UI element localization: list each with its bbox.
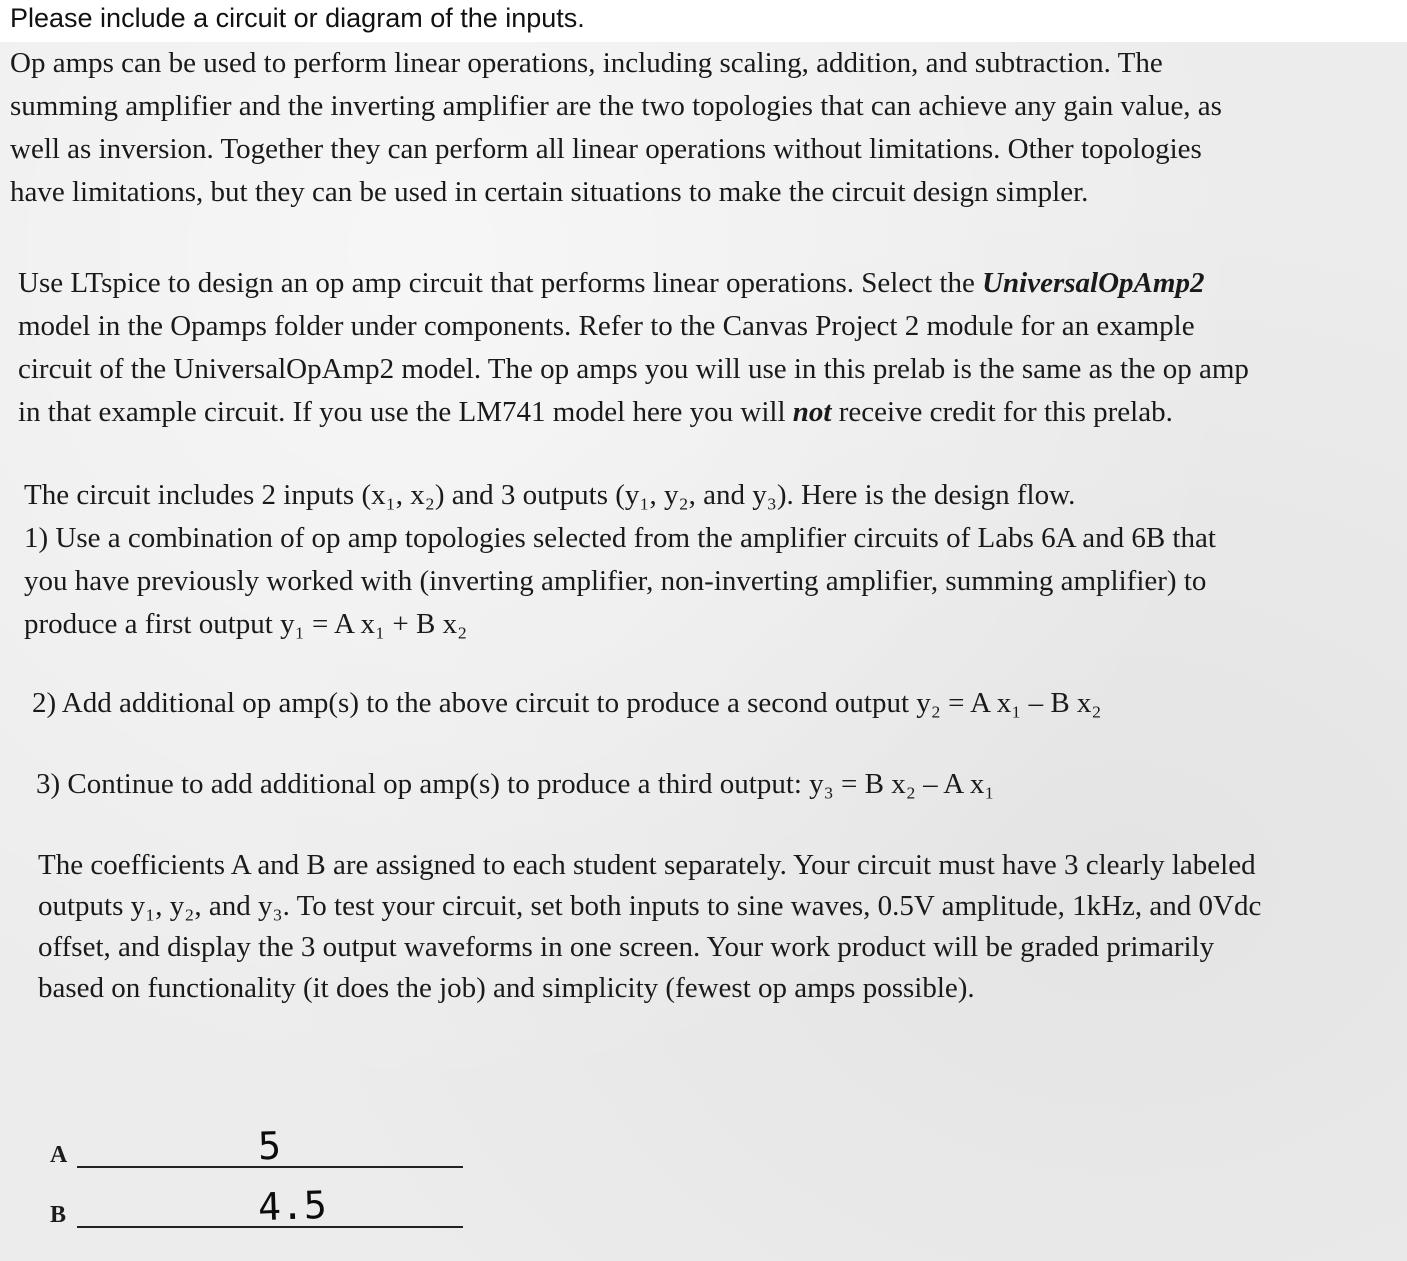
design-line: 1) Use a combination of op amp topologies selected from the amplifier circuits of Labs 6A and 6B that [24,522,1216,554]
step-3-text: 3) Continue to add additional op amp(s) to produce a third output: y₃ = B x₂ – A x₁ [36,768,995,800]
intro-line: well as inversion. Together they can perform all linear operations without limitations. Other topologies [10,133,1202,165]
coefficients-paragraph [38,845,1261,1009]
ltspice-paragraph [18,262,1249,434]
coefficients-line: outputs y₁, y₂, and y₃. To test your circuit, set both inputs to sine waves, 0.5V amplitude, 1kHz, and 0Vdc [38,890,1262,922]
intro-line: summing amplifier and the inverting amplifier are the two topologies that can achieve any gain value, as [10,90,1222,122]
emphasis-not: not [792,396,832,428]
coefficients-line: The coefficients A and B are assigned to each student separately. Your circuit must have 3 clearly labeled [38,849,1256,881]
design-line: you have previously worked with (inverting amplifier, non-inverting amplifier, summing amplifier) to [24,565,1207,597]
intro-paragraph [10,42,1222,214]
design-line: The circuit includes 2 inputs (x₁, x₂) and 3 outputs (y₁, y₂, and y₃). Here is the design flow. [24,479,1076,511]
ltspice-line-2: model in the Opamps folder under components. Refer to the Canvas Project 2 module for an example [18,310,1195,342]
design-flow-paragraph [24,474,1216,646]
step-2-text: 2) Add additional op amp(s) to the above circuit to produce a second output y₂ = A x₁ – B x₂ [32,687,1102,719]
step-3 [36,763,994,806]
coefficient-a-value: 5 [257,1123,282,1169]
instruction-banner [0,0,1407,42]
ltspice-line-1 [18,262,1249,305]
ltspice-line-3: circuit of the UniversalOpAmp2 model. The op amps you will use in this prelab is the same as the op amp [18,353,1249,385]
coefficients-line: based on functionality (it does the job) and simplicity (fewest op amps possible). [38,972,975,1004]
coefficient-a-label: A [50,1142,68,1168]
banner-text: Please include a circuit or diagram of the inputs. [10,3,585,33]
ltspice-line-4 [18,391,1249,434]
ltspice-line-4-post: receive credit for this prelab. [831,396,1173,428]
step-2 [32,682,1102,725]
coefficient-b-label: B [50,1202,67,1228]
coefficient-b-value: 4.5 [257,1182,328,1230]
coefficient-a-row [50,1123,470,1170]
coefficient-b-row [50,1182,470,1230]
intro-line: have limitations, but they can be used in certain situations to make the circuit design simpler. [10,176,1089,208]
ltspice-line-4-pre: in that example circuit. If you use the LM741 model here you will [18,396,793,428]
ltspice-line-1-text: Use LTspice to design an op amp circuit that performs linear operations. Select the [18,267,983,299]
intro-line: Op amps can be used to perform linear operations, including scaling, addition, and subtraction. The [10,47,1163,79]
model-name: UniversalOpAmp2 [982,267,1205,299]
coefficients-line: offset, and display the 3 output waveforms in one screen. Your work product will be graded primarily [38,931,1215,963]
design-line: produce a first output y₁ = A x₁ + B x₂ [24,608,468,640]
